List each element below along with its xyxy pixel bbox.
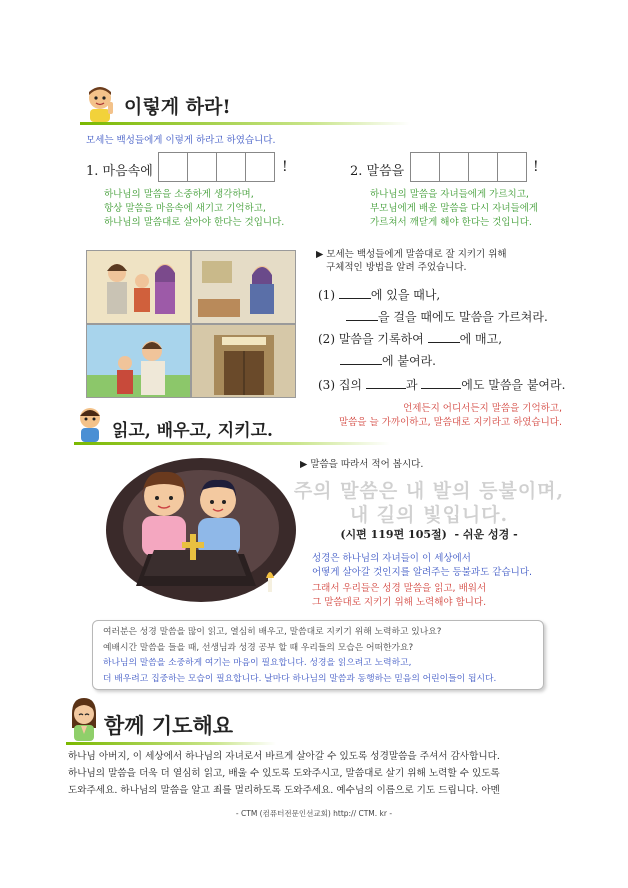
q2-explanation: 하나님의 말씀을 자녀들에게 가르치고, 부모님에게 배운 말씀을 다시 자녀들에게 가르쳐서 깨닫게 해야 한다는 것입니다. [370, 189, 539, 228]
praying-kids-illustration [106, 458, 296, 603]
page-footer: - CTM (컴퓨터전문인선교회) http:// CTM. kr - [235, 809, 393, 818]
q2-answer-box[interactable] [410, 152, 440, 182]
section2-underline [74, 442, 390, 445]
q1-answer-boxes [158, 152, 274, 182]
reflection-box [92, 620, 544, 690]
q1-answer-box[interactable] [187, 152, 217, 182]
section1-title: 이렇게 하라! [124, 96, 231, 118]
q2-answer-boxes [410, 152, 526, 182]
reflection-line2: 예배시간 말씀을 들을 때, 선생님과 성경 공부 할 때 우리들의 모습은 어떠한가요? [103, 642, 414, 653]
section2-instruction: ▶ 말씀을 따라서 적어 봅시다. [300, 459, 424, 470]
prayer-mascot-icon [66, 698, 102, 742]
verse-trace-line1: 주의 말씀은 내 발의 등불이며, [293, 480, 565, 502]
illustration-panel-outdoor [86, 324, 191, 398]
illustration-panel-family [86, 250, 191, 324]
q2-answer-box[interactable] [468, 152, 498, 182]
illustration-panel-mother [191, 250, 296, 324]
reflection-line4: 더 배우려고 집중하는 모습이 필요합니다. 날마다 하나님의 말씀과 동행하는 믿음의 어린이들이 됩시다. [103, 673, 497, 684]
reflection-line1: 여러분은 성경 말씀을 많이 읽고, 열심히 배우고, 말씀대로 지키기 위해 노력하고 있나요? [103, 627, 442, 637]
section1-intro: 모세는 백성들에게 이렇게 하라고 하였습니다. [86, 135, 276, 146]
verse-trace-line2: 내 길의 빛입니다. [349, 504, 509, 526]
q1-answer-box[interactable] [158, 152, 188, 182]
q1-answer-box[interactable] [245, 152, 275, 182]
reflection-line3: 하나님의 말씀을 소중하게 여기는 마음이 필요합니다. 성경을 읽으려고 노력하고, [103, 658, 412, 668]
q2-mark: ! [533, 159, 539, 175]
method-2b-blank[interactable] [340, 364, 382, 365]
methods-intro: ▶ 모세는 백성들에게 말씀대로 잘 지키기 위해 구체적인 방법을 알려 주었습니다. [316, 249, 507, 273]
section1-underline [80, 122, 410, 125]
method-1a-blank[interactable] [339, 298, 371, 299]
method-2a-blank[interactable] [428, 342, 460, 343]
q1-explanation: 하나님의 말씀을 소중하게 생각하며, 항상 말씀을 마음속에 새기고 기억하고, 하나님의 말씀대로 살아야 한다는 것입니다. [104, 189, 285, 228]
q1-answer-box[interactable] [216, 152, 246, 182]
method-1b: 을 걸을 때에도 말씀을 가르쳐라. [346, 308, 548, 325]
section2-title: 읽고, 배우고, 지키고. [112, 421, 273, 441]
verse-reference: (시편 119편 105절) - 쉬운 성경 - [340, 528, 518, 541]
prayer-title: 함께 기도해요 [104, 714, 234, 738]
q1-label: 1. 마음속에 [86, 164, 153, 179]
method-3: (3) 집의 과 에도 말씀을 붙여라. [318, 378, 566, 392]
prayer-text: 하나님 아버지, 이 세상에서 하나님의 자녀로서 바르게 살아갈 수 있도록 성경말씀을 주셔서 감사합니다. 하나님의 말씀을 더욱 더 열심히 읽고, 배울 수 있도록 도와주시고, 말씀대로 살기 위해 노력할 수 있도록 도와주세요. 하나님의 말씀을 알고 죄를 멀리하도록 도와주세요. 예수님의 이름으로 기도 드립니다. 아멘 [68, 751, 500, 796]
q1-mark: ! [282, 159, 288, 175]
method-2b: 에 붙여라. [340, 352, 436, 369]
method-1b-blank[interactable] [346, 320, 378, 321]
method-1a: (1) 에 있을 때나, [318, 288, 441, 302]
section2-mascot-icon [72, 404, 108, 444]
family-illustration [86, 250, 296, 398]
q2-answer-box[interactable] [497, 152, 527, 182]
method-2a: (2) 말씀을 기록하여 에 매고, [318, 332, 503, 346]
method-3-blank-2[interactable] [421, 388, 461, 389]
section2-blue-text: 성경은 하나님의 자녀들이 이 세상에서 어떻게 살아갈 것인지를 알려주는 등불과도 같습니다. [312, 553, 533, 578]
section1-summary: 언제든지 어디서든지 말씀을 기억하고, 말씀을 늘 가까이하고, 말씀대로 지키라고 하였습니다. [338, 403, 562, 428]
illustration-panel-gate [191, 324, 296, 398]
prayer-underline [66, 742, 276, 745]
method-3-blank-1[interactable] [366, 388, 406, 389]
section2-red-text: 그래서 우리들은 성경 말씀을 읽고, 배워서 그 말씀대로 지키기 위해 노력해야 합니다. [312, 583, 487, 608]
q2-label: 2. 말씀을 [350, 164, 405, 179]
q2-answer-box[interactable] [439, 152, 469, 182]
section1-mascot-icon [80, 84, 120, 124]
